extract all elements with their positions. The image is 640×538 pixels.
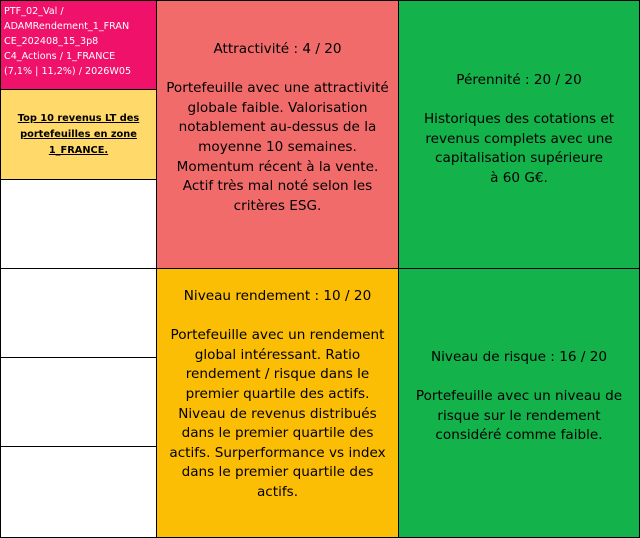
empty-cell bbox=[0, 357, 157, 447]
empty-cell bbox=[0, 179, 157, 269]
portfolio-title: PTF_02_Val / ADAMRendement_1_FRAN CE_202408_15_3p8 C4_Actions / 1_FRANCE (7,1% | 11,2%) / 2026W05 bbox=[0, 0, 157, 90]
perennite-panel bbox=[398, 0, 640, 269]
empty-cell bbox=[0, 446, 157, 538]
empty-cell bbox=[0, 268, 157, 358]
risque-title: Niveau de risque : 16 / 20 bbox=[430, 349, 608, 365]
perennite-body: Historiques des cotations et revenus complets avec une capitalisation supérieure à 60 G€. bbox=[423, 111, 615, 186]
risque-panel bbox=[398, 268, 640, 538]
attractivite-title: Attractivité : 4 / 20 bbox=[213, 41, 342, 57]
attractivite-body: Portefeuille avec une attractivité globale faible. Valorisation notablement au-dessus de la moyenne 10 semaines. Momentum récent à la vente. Actif très mal noté selon les critères ESG. bbox=[166, 80, 389, 214]
rendement-title: Niveau rendement : 10 / 20 bbox=[183, 288, 372, 304]
risque-body: Portefeuille avec un niveau de risque sur le rendement considéré comme faible. bbox=[415, 388, 623, 444]
portfolio-note-text: Top 10 revenus LT des portefeuilles en zone 1_FRANCE. bbox=[17, 112, 140, 156]
perennite-title: Pérennité : 20 / 20 bbox=[456, 72, 582, 88]
rendement-body: Portefeuille avec un rendement global intéressant. Ratio rendement / risque dans le premier quartile des actifs. Niveau de revenus distribués dans le premier quartile des actifs. Surperformance vs index dans le premier quartile des actifs. bbox=[169, 327, 386, 500]
rendement-panel bbox=[156, 268, 399, 538]
portfolio-note bbox=[0, 89, 157, 180]
attractivite-panel bbox=[156, 0, 399, 269]
